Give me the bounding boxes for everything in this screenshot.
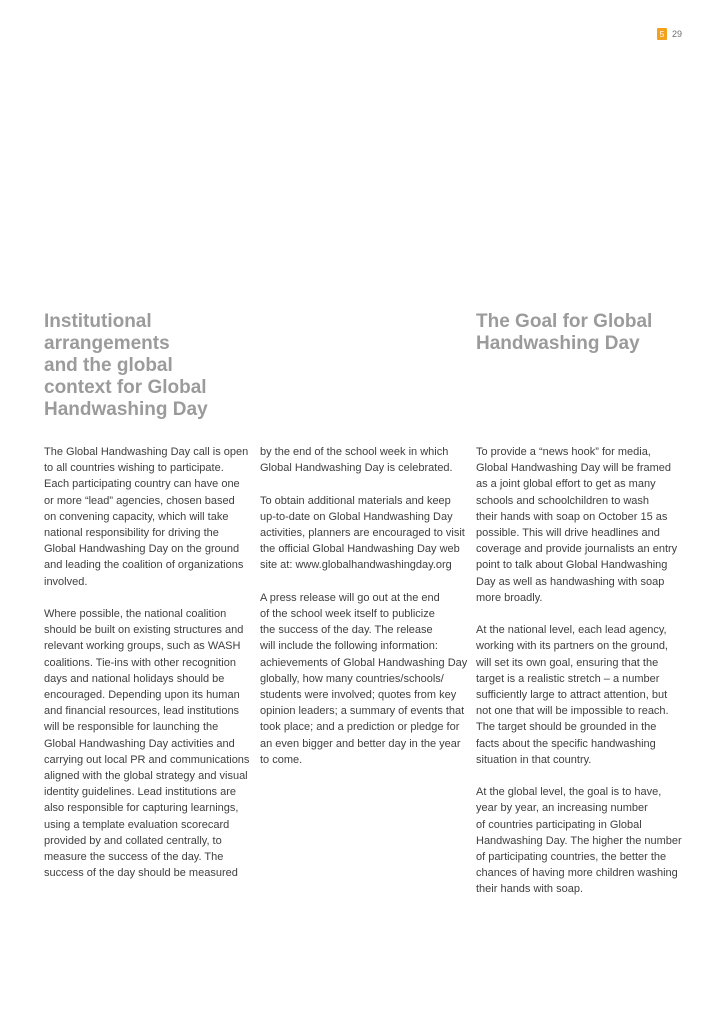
- paragraph: To obtain additional materials and keep up-to-date on Global Handwashing Day activities, planners are encouraged to visit the official Global Handwashing Day web site at: www.globalhandwashingday.org: [260, 494, 465, 572]
- text-column-2: [260, 444, 472, 768]
- paragraph: Where possible, the national coalition should be built on existing structures and relevant working groups, such as WASH coalitions. Tie-ins with other recognition days and national holidays should be encouraged. Depending upon its human and financial resources, lead institutions will be responsible for launching the Global Handwashing Day activities and carrying out local PR and communications aligned with the global strategy and visual identity guidelines. Lead institutions are also responsible for capturing learnings, using a template evaluation scorecard provided by and collated centrally, to measure the success of the day. The success of the day should be measured: [44, 608, 250, 880]
- text-column-1: [44, 444, 256, 881]
- chapter-badge: 5: [657, 28, 667, 40]
- paragraph: At the global level, the goal is to have, year by year, an increasing number of countries participating in Global Handwashing Day. The higher the number of participating countries, the better the chances of having more children washing their hands with soap.: [476, 786, 682, 896]
- paragraph: To provide a “news hook” for media, Global Handwashing Day will be framed as a joint global effort to get as many schools and schoolchildren to wash their hands with soap on October 15 as possible. This will drive headlines and coverage and provide journalists an entry point to talk about Global Handwashing Day as well as handwashing with soap more broadly.: [476, 446, 678, 604]
- page-number: 29: [671, 29, 682, 39]
- text-column-3: [476, 444, 688, 898]
- paragraph: At the national level, each lead agency, working with its partners on the ground, will set its own goal, ensuring that the target is a realistic stretch – a number sufficiently large to attract attention, but not one that will be impossible to reach. The target should be grounded in the facts about the specific handwashing situation in that country.: [476, 624, 669, 766]
- section-heading-institutional: Institutional arrangements and the global context for Global Handwashing Day: [44, 311, 208, 420]
- section-heading-goal: The Goal for Global Handwashing Day: [476, 311, 653, 354]
- page-number-block: [657, 28, 682, 40]
- paragraph: The Global Handwashing Day call is open to all countries wishing to participate. Each participating country can have one or more “lead” agencies, chosen based on convening capacity, which will take national responsibility for driving the Global Handwashing Day on the ground and leading the coalition of organizations involved.: [44, 446, 249, 588]
- paragraph: A press release will go out at the end of the school week itself to publicize the success of the day. The release will include the following information: achievements of Global Handwashing Day globally, how many countries/schools/ students were involved; quotes from key opinion leaders; a summary of events that took place; and a prediction or pledge for an even bigger and better day in the year to come.: [260, 591, 468, 766]
- paragraph: by the end of the school week in which Global Handwashing Day is celebrated.: [260, 446, 453, 475]
